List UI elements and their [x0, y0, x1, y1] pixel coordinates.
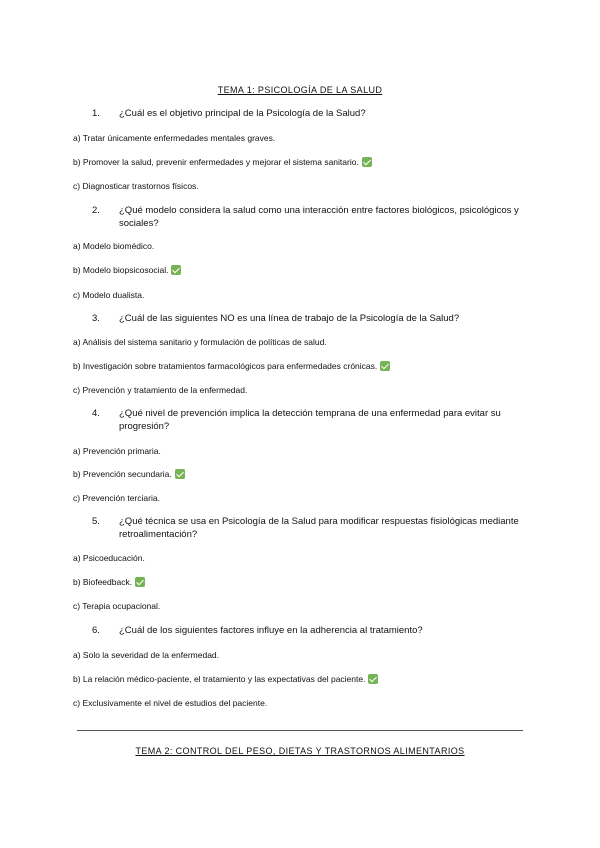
question-number: 6.: [92, 625, 100, 636]
option-6b: [73, 674, 553, 685]
question-number: 5.: [92, 516, 100, 527]
option-2a: [73, 241, 553, 252]
option-text: b) Investigación sobre tratamientos farmacológicos para enfermedades crónicas.: [73, 361, 378, 371]
tema1-title: TEMA 1: PSICOLOGÍA DE LA SALUD: [217, 85, 383, 95]
option-3c: [73, 385, 553, 396]
option-text: c) Diagnosticar trastornos físicos.: [73, 181, 199, 191]
option-1a: [73, 133, 553, 144]
question-6: [92, 625, 532, 638]
question-number: 3.: [92, 313, 100, 324]
option-text: b) Prevención secundaria.: [73, 469, 172, 479]
option-5b: [73, 577, 553, 588]
question-number: 1.: [92, 108, 100, 119]
option-text: b) Biofeedback.: [73, 577, 133, 587]
option-text: b) La relación médico-paciente, el tratamiento y las expectativas del paciente.: [73, 674, 366, 684]
option-5c: [73, 601, 553, 612]
question-4: [92, 408, 532, 433]
option-text: c) Modelo dualista.: [73, 290, 145, 300]
option-3b: [73, 361, 553, 372]
option-1c: [73, 181, 553, 192]
check-mark-icon: [135, 577, 145, 587]
option-text: a) Tratar únicamente enfermedades mentales graves.: [73, 133, 276, 143]
question-text: ¿Qué modelo considera la salud como una interacción entre factores biológicos, psicológicos y sociales?: [119, 205, 519, 229]
question-text: ¿Qué técnica se usa en Psicología de la Salud para modificar respuestas fisiológicas mediante retroalimentación?: [119, 516, 519, 540]
option-text: a) Solo la severidad de la enfermedad.: [73, 650, 220, 660]
check-mark-icon: [380, 361, 390, 371]
question-number: 4.: [92, 408, 100, 419]
check-mark-icon: [175, 469, 185, 479]
section-divider: [77, 730, 523, 731]
option-text: a) Modelo biomédico.: [73, 241, 155, 251]
question-text: ¿Cuál de las siguientes NO es una línea de trabajo de la Psicología de la Salud?: [119, 313, 460, 324]
option-text: b) Modelo biopsicosocial.: [73, 265, 169, 275]
option-6c: [73, 698, 553, 709]
option-2b: [73, 265, 553, 276]
question-text: ¿Qué nivel de prevención implica la detección temprana de una enfermedad para evitar su progresión?: [119, 408, 501, 432]
question-3: [92, 313, 532, 326]
option-5a: [73, 553, 553, 564]
check-mark-icon: [368, 674, 378, 684]
option-text: c) Prevención terciaria.: [73, 493, 160, 503]
question-1: [92, 108, 532, 121]
question-text: ¿Cuál es el objetivo principal de la Psicología de la Salud?: [119, 108, 366, 119]
option-text: a) Psicoeducación.: [73, 553, 145, 563]
option-4a: [73, 446, 553, 457]
option-4c: [73, 493, 553, 504]
option-4b: [73, 469, 553, 480]
option-text: a) Análisis del sistema sanitario y formulación de políticas de salud.: [73, 337, 327, 347]
option-1b: [73, 157, 553, 168]
question-5: [92, 516, 532, 541]
option-text: c) Prevención y tratamiento de la enfermedad.: [73, 385, 248, 395]
option-text: a) Prevención primaria.: [73, 446, 161, 456]
option-6a: [73, 650, 553, 661]
question-number: 2.: [92, 205, 100, 216]
option-3a: [73, 337, 553, 348]
question-2: [92, 205, 532, 230]
option-text: b) Promover la salud, prevenir enfermedades y mejorar el sistema sanitario.: [73, 157, 359, 167]
option-text: c) Terapia ocupacional.: [73, 601, 161, 611]
check-mark-icon: [362, 157, 372, 167]
option-2c: [73, 290, 553, 301]
check-mark-icon: [171, 265, 181, 275]
tema2-title: TEMA 2: CONTROL DEL PESO, DIETAS Y TRASTORNOS ALIMENTARIOS: [135, 746, 465, 756]
question-text: ¿Cuál de los siguientes factores influye en la adherencia al tratamiento?: [119, 625, 423, 636]
option-text: c) Exclusivamente el nivel de estudios del paciente.: [73, 698, 268, 708]
